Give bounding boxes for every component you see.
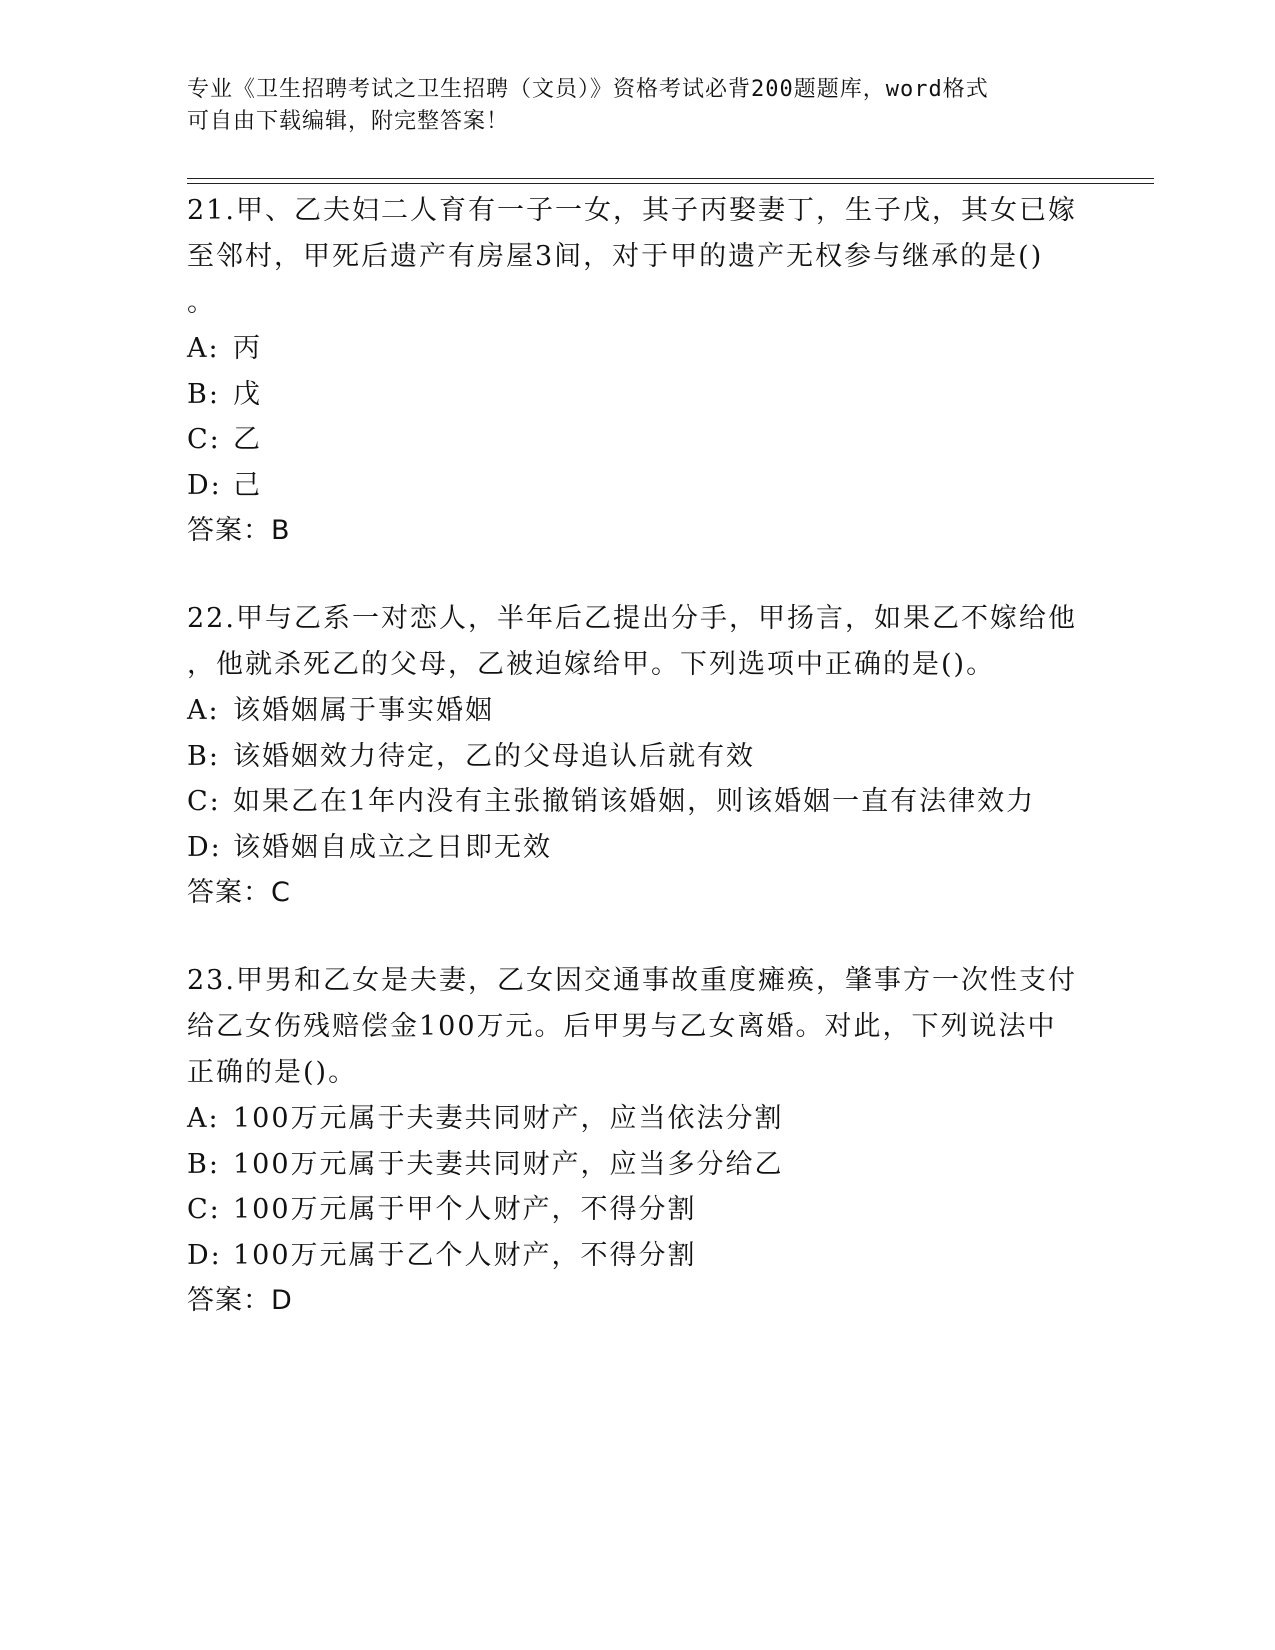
option-c: [187, 1187, 1087, 1233]
option-text: 丙: [233, 333, 262, 364]
option-b: [187, 734, 1087, 780]
option-letter: C:: [187, 1194, 221, 1225]
question-stem: [187, 596, 1087, 688]
option-letter: D:: [187, 1239, 222, 1271]
question-23: [187, 958, 1087, 1323]
header-divider: [187, 178, 1154, 179]
header-divider: [187, 183, 1154, 184]
option-letter: A:: [187, 695, 220, 726]
option-text: 该婚姻自成立之日即无效: [233, 831, 552, 863]
header-line: 专业《卫生招聘考试之卫生招聘（文员）》资格考试必背200题题库，word格式: [187, 77, 989, 102]
option-b: [187, 372, 1087, 418]
option-text: 该婚姻效力待定，乙的父母追认后就有效: [233, 740, 755, 772]
option-d: [187, 825, 1087, 871]
option-letter: B:: [187, 1148, 220, 1180]
option-text: 己: [233, 469, 262, 501]
option-d: [187, 463, 1087, 509]
option-letter: B:: [187, 378, 220, 410]
stem-line: 21.甲、乙夫妇二人育有一子一女，其子丙娶妻丁，生子戊，其女已嫁: [187, 195, 1077, 226]
option-letter: B:: [187, 740, 220, 772]
option-text: 100万元属于甲个人财产，不得分割: [233, 1194, 697, 1225]
stem-line: 。: [187, 287, 216, 318]
question-21: [187, 188, 1087, 553]
option-letter: A:: [187, 333, 220, 364]
stem-line: ，他就杀死乙的父母，乙被迫嫁给甲。下列选项中正确的是()。: [187, 649, 996, 680]
option-text: 100万元属于夫妻共同财产，应当多分给乙: [233, 1148, 784, 1180]
stem-line: 23.甲男和乙女是夫妻，乙女因交通事故重度瘫痪，肇事方一次性支付: [187, 965, 1077, 996]
option-letter: A:: [187, 1103, 220, 1134]
option-text: 乙: [233, 424, 262, 455]
option-letter: D:: [187, 831, 222, 863]
option-d: [187, 1233, 1087, 1279]
option-a: [187, 1096, 1087, 1142]
answer-key: 答案：D: [187, 1285, 293, 1316]
option-text: 该婚姻属于事实婚姻: [233, 695, 494, 726]
question-stem: [187, 958, 1087, 1096]
option-text: 100万元属于夫妻共同财产，应当依法分割: [233, 1103, 784, 1134]
stem-line: 至邻村，甲死后遗产有房屋3间，对于甲的遗产无权参与继承的是(): [187, 241, 1044, 272]
stem-line: 22.甲与乙系一对恋人，半年后乙提出分手，甲扬言，如果乙不嫁给他: [187, 603, 1077, 634]
option-text: 100万元属于乙个人财产，不得分割: [233, 1239, 697, 1271]
option-letter: D:: [187, 469, 222, 501]
option-a: [187, 688, 1087, 734]
option-c: [187, 417, 1087, 463]
document-header: [187, 74, 1087, 138]
option-letter: C:: [187, 424, 221, 455]
question-list: [187, 188, 1087, 1366]
option-text: 如果乙在1年内没有主张撤销该婚姻，则该婚姻一直有法律效力: [233, 786, 1036, 817]
question-stem: [187, 188, 1087, 326]
header-line: 可自由下载编辑，附完整答案！: [187, 109, 510, 134]
question-22: [187, 596, 1087, 915]
stem-line: 正确的是()。: [187, 1057, 358, 1088]
option-letter: C:: [187, 786, 221, 817]
stem-line: 给乙女伤残赔偿金100万元。后甲男与乙女离婚。对此，下列说法中: [187, 1011, 1057, 1042]
answer-key: 答案：C: [187, 877, 291, 908]
option-b: [187, 1142, 1087, 1188]
option-text: 戊: [233, 378, 262, 410]
option-c: [187, 779, 1087, 825]
answer-key: 答案：B: [187, 515, 291, 546]
option-a: [187, 326, 1087, 372]
